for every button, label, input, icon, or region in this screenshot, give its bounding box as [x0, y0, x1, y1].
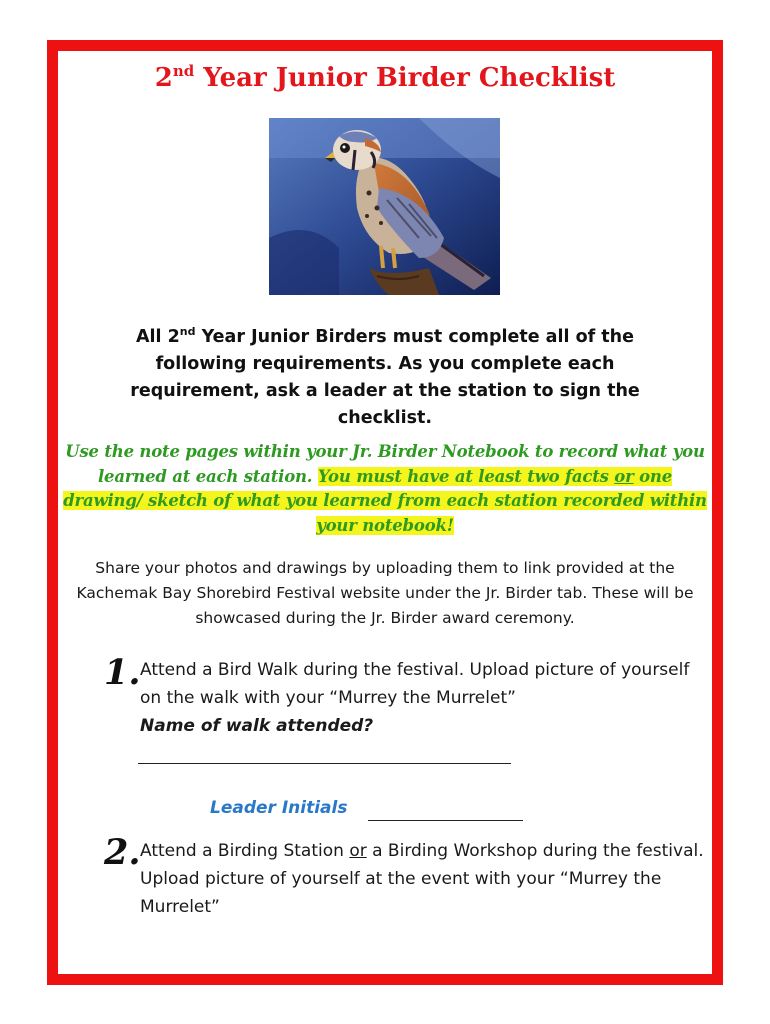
kestrel-photo	[269, 118, 500, 295]
walk-question: Name of walk attended?	[140, 716, 374, 736]
requirement-1-text: Attend a Bird Walk during the festival. Upload picture of yourself on the walk with your “Murrey the Murrelet”	[140, 660, 690, 708]
item-number-1: 1.	[104, 652, 141, 693]
intro-text: All 2nd Year Junior Birders must complete all of the following requirements. As you complete each requirement, ask a leader at the station to sign the checklist.	[130, 325, 640, 428]
walk-name-line[interactable]	[138, 763, 511, 764]
page-title: 2nd Year Junior Birder Checklist	[154, 62, 616, 93]
highlighted-requirement: You must have at least two facts or one drawing/ sketch of what you learned from each station recorded within your notebook!	[63, 466, 707, 535]
share-instructions: Share your photos and drawings by uploading them to link provided at the Kachemak Bay Shorebird Festival website under the Jr. Birder tab. These will be showcased during the Jr. Birder award ceremony.	[76, 559, 694, 627]
notebook-instructions: Use the note pages within your Jr. Birder Notebook to record what you learned at each station. You must have at least two facts or one drawing/ sketch of what you learned from each station recorded within your notebook!	[63, 442, 707, 535]
requirement-1	[140, 656, 710, 740]
leader-initials-label: Leader Initials	[210, 798, 348, 818]
item-number-2: 2.	[104, 832, 141, 873]
leader-initials-line[interactable]	[368, 820, 523, 821]
requirement-2: Attend a Birding Station or a Birding Workshop during the festival. Upload picture of yourself at the event with your “Murrey the Murrelet”	[140, 841, 704, 917]
